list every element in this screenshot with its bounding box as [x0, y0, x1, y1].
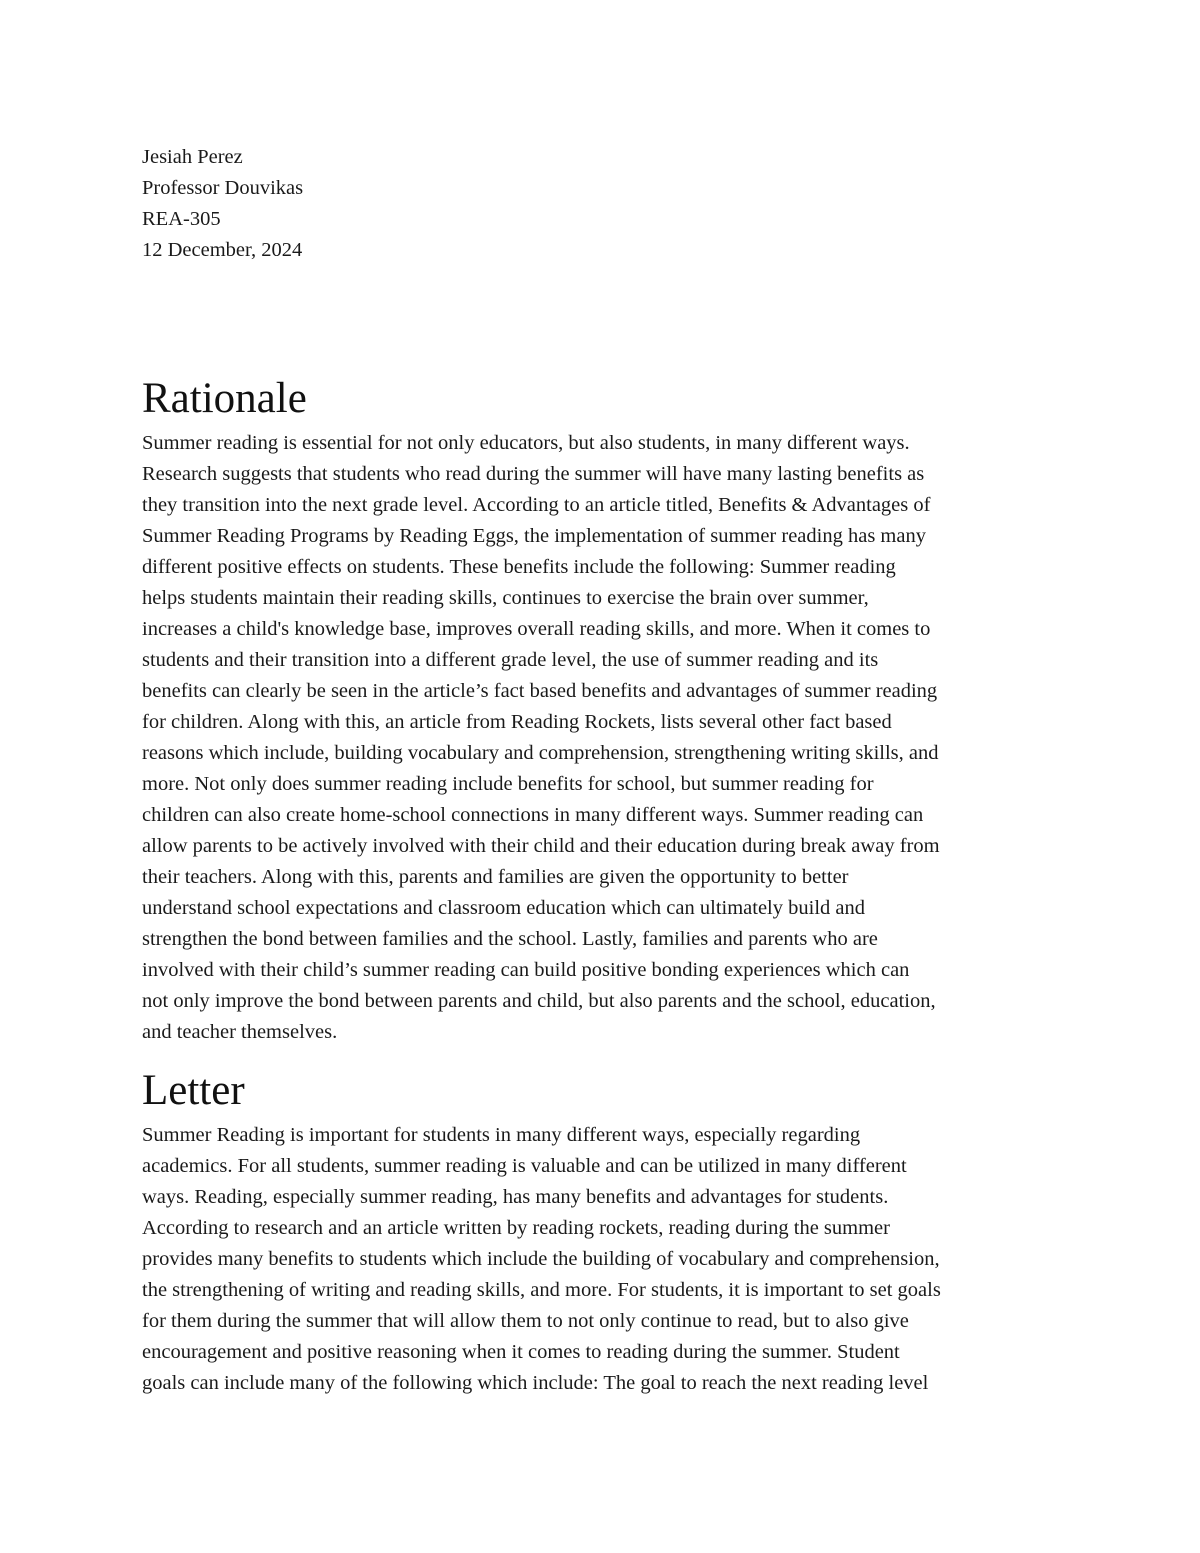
paragraph-line: strengthen the bond between families and the school. Lastly, families and parents who are: [142, 928, 878, 950]
paragraph-line: understand school expectations and classroom education which can ultimately build and: [142, 897, 865, 919]
paragraph-line: provides many benefits to students which include the building of vocabulary and comprehension,: [142, 1248, 940, 1270]
paragraph-line: students and their transition into a different grade level, the use of summer reading and its: [142, 649, 879, 671]
author-name: Jesiah Perez: [142, 146, 243, 168]
document-header: [142, 142, 1072, 266]
paragraph-line: According to research and an article written by reading rockets, reading during the summer: [142, 1217, 890, 1239]
course-code: REA-305: [142, 208, 221, 230]
paragraph-line: reasons which include, building vocabulary and comprehension, strengthening writing skills, and: [142, 742, 939, 764]
paragraph-line: for them during the summer that will allow them to not only continue to read, but to also give: [142, 1310, 909, 1332]
paragraph-line: Summer reading is essential for not only educators, but also students, in many different ways.: [142, 432, 910, 454]
section-heading-letter: Letter: [142, 1067, 245, 1114]
paragraph-line: they transition into the next grade level. According to an article titled, Benefits & Advantages of: [142, 494, 931, 516]
rationale-paragraph: [142, 428, 1072, 1048]
paragraph-line: increases a child's knowledge base, improves overall reading skills, and more. When it comes to: [142, 618, 931, 640]
paragraph-line: Summer Reading is important for students in many different ways, especially regarding: [142, 1124, 861, 1146]
section-heading-rationale: Rationale: [142, 375, 307, 422]
paragraph-line: different positive effects on students. These benefits include the following: Summer reading: [142, 556, 896, 578]
paragraph-line: helps students maintain their reading skills, continues to exercise the brain over summer,: [142, 587, 869, 609]
paragraph-line: academics. For all students, summer reading is valuable and can be utilized in many different: [142, 1155, 907, 1177]
document-content: [142, 142, 1072, 1399]
document-date: 12 December, 2024: [142, 239, 303, 261]
paragraph-line: and teacher themselves.: [142, 1021, 338, 1043]
paragraph-line: Summer Reading Programs by Reading Eggs, the implementation of summer reading has many: [142, 525, 926, 547]
paragraph-line: more. Not only does summer reading include benefits for school, but summer reading for: [142, 773, 874, 795]
paragraph-line: ways. Reading, especially summer reading, has many benefits and advantages for students.: [142, 1186, 889, 1208]
paragraph-line: children can also create home-school connections in many different ways. Summer reading can: [142, 804, 924, 826]
paragraph-line: benefits can clearly be seen in the article’s fact based benefits and advantages of summer reading: [142, 680, 938, 702]
paragraph-line: encouragement and positive reasoning when it comes to reading during the summer. Student: [142, 1341, 900, 1363]
paragraph-line: goals can include many of the following which include: The goal to reach the next reading level: [142, 1372, 929, 1394]
letter-paragraph: [142, 1120, 1072, 1399]
paragraph-line: not only improve the bond between parents and child, but also parents and the school, education,: [142, 990, 936, 1012]
paragraph-line: the strengthening of writing and reading skills, and more. For students, it is important to set goals: [142, 1279, 941, 1301]
paragraph-line: allow parents to be actively involved with their child and their education during break away from: [142, 835, 940, 857]
paragraph-line: Research suggests that students who read during the summer will have many lasting benefits as: [142, 463, 925, 485]
instructor-name: Professor Douvikas: [142, 177, 304, 199]
paragraph-line: involved with their child’s summer reading can build positive bonding experiences which can: [142, 959, 910, 981]
paragraph-line: for children. Along with this, an article from Reading Rockets, lists several other fact based: [142, 711, 892, 733]
paragraph-line: their teachers. Along with this, parents and families are given the opportunity to better: [142, 866, 849, 888]
